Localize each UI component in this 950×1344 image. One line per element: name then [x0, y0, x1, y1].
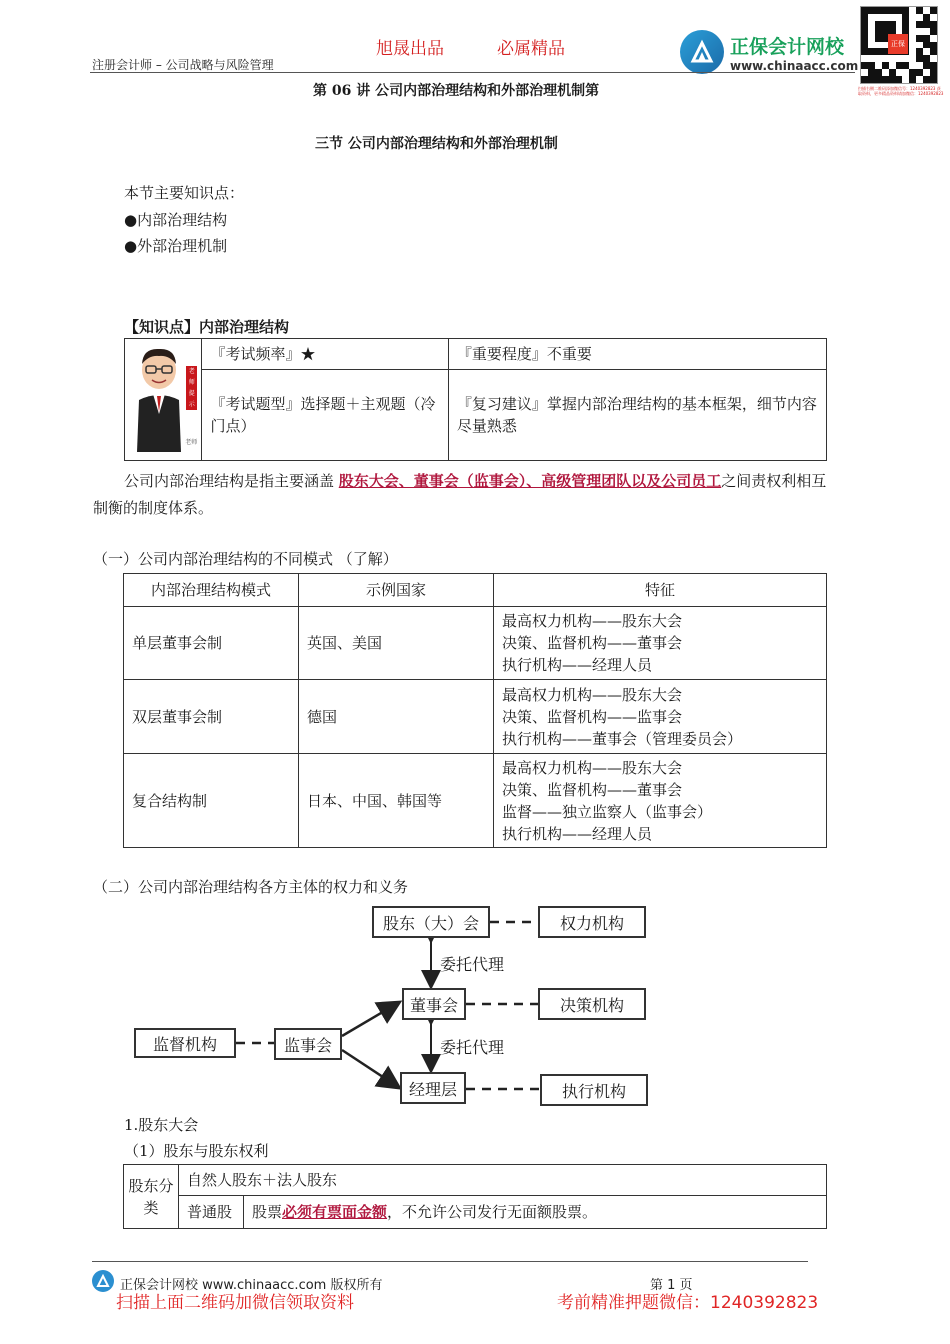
shareholders-heading: 1.股东大会: [124, 1116, 199, 1134]
intro-heading: 本节主要知识点：: [124, 184, 245, 202]
shareholder-types-table: [123, 1164, 827, 1229]
entrust-label: 委托代理: [440, 955, 505, 974]
board-box: 董事会: [402, 988, 466, 1020]
rule-text: ，不允许公司发行无面额股票。: [387, 1203, 598, 1221]
exam-question-type: 『考试题型』选择题＋主观题（冷门点）: [202, 370, 448, 461]
logo-url: www.chinaacc.com: [730, 58, 859, 73]
qr-badge: 正保: [888, 34, 908, 54]
managers-box: 经理层: [400, 1072, 466, 1104]
knowledge-point-title: 【知识点】内部治理结构: [124, 318, 290, 336]
rule-highlight: 必须有票面金额: [282, 1203, 388, 1221]
shareholders-subheading: （1）股东与股东权利: [124, 1142, 269, 1160]
entrust-label: 委托代理: [440, 1038, 505, 1057]
feature-line: 执行机构——董事会（管理委员会）: [502, 729, 743, 748]
feature-line: 监督——独立监察人（监事会）: [502, 802, 713, 821]
footer-page-number: 第 1 页: [650, 1278, 693, 1293]
shareholder-types: 自然人股东＋法人股东: [179, 1165, 827, 1196]
shareholders-box: 股东（大）会: [372, 906, 490, 938]
mode-name: 双层董事会制: [124, 680, 299, 754]
feature-line: 执行机构——经理人员: [502, 656, 653, 674]
mode-name: 复合结构制: [124, 754, 299, 848]
supervision-org-box: 监督机构: [134, 1028, 236, 1058]
supervision-arrow-board: [342, 1003, 398, 1036]
decision-org-box: 决策机构: [538, 988, 646, 1020]
supervisors-box: 监事会: [274, 1028, 342, 1060]
common-stock-rule: [244, 1196, 827, 1229]
shareholder-category-label: 股东分类: [124, 1165, 179, 1229]
qr-note: 扫描右侧二维码添加微信号：1240392823 获取资料，更多精品资料请加微信：1240392823: [858, 86, 944, 96]
table-header: 特征: [494, 574, 827, 607]
rights-heading: （二）公司内部治理结构各方主体的权力和义务: [93, 878, 409, 896]
intro-bullet: ●内部治理结构: [124, 211, 228, 229]
lecture-title: 第 06 讲 公司内部治理结构和外部治理机制第: [313, 83, 600, 99]
rule-text: 股票: [252, 1203, 283, 1221]
feature-line: 决策、监督机构——董事会: [502, 634, 683, 652]
footer-logo-icon: [92, 1270, 114, 1292]
footer-promo-left: 扫描上面二维码加微信领取资料: [116, 1293, 354, 1313]
feature-line: 最高权力机构——股东大会: [502, 685, 683, 704]
exam-frequency: 『考试频率』★: [202, 339, 448, 370]
promo-left: 旭晟出品: [376, 39, 444, 59]
execution-org-box: 执行机构: [540, 1074, 648, 1106]
footer-divider: [92, 1261, 808, 1262]
mode-countries: 德国: [299, 680, 494, 754]
footer-copyright: 正保会计网校 www.chinaacc.com 版权所有: [120, 1278, 383, 1293]
review-advice: 『复习建议』掌握内部治理结构的基本框架，细节内容尽量熟悉: [448, 370, 826, 461]
table-header: 内部治理结构模式: [124, 574, 299, 607]
mode-countries: 英国、美国: [299, 607, 494, 680]
feature-line: 决策、监督机构——董事会: [502, 780, 683, 799]
power-org-box: 权力机构: [538, 906, 646, 938]
supervision-arrow-managers: [342, 1050, 398, 1087]
course-name: 注册会计师 – 公司战略与风险管理: [92, 58, 274, 72]
definition-highlight: 股东大会、董事会（监事会）、高级管理团队以及公司员工: [338, 472, 722, 490]
logo-name: 正保会计网校: [730, 35, 845, 58]
promo-right: 必属精品: [497, 39, 565, 59]
teacher-caption: 老师: [185, 438, 198, 446]
feature-line: 最高权力机构——股东大会: [502, 758, 683, 777]
definition-text: 之间责权利相互制衡的制度体系。: [93, 472, 827, 517]
teacher-badge: 老师提示: [186, 366, 197, 410]
importance: 『重要程度』不重要: [448, 339, 826, 370]
modes-heading: （一）公司内部治理结构的不同模式 （了解）: [93, 550, 398, 568]
footer-promo-right: 考前精准押题微信：1240392823: [557, 1293, 819, 1313]
definition-text: 公司内部治理结构是指主要涵盖: [124, 472, 339, 490]
section-title: 三节 公司内部治理结构和外部治理机制: [315, 136, 558, 152]
mode-countries: 日本、中国、韩国等: [299, 754, 494, 848]
common-stock-label: 普通股: [179, 1196, 244, 1229]
mode-name: 单层董事会制: [124, 607, 299, 680]
feature-line: 执行机构——经理人员: [502, 824, 653, 843]
feature-line: 最高权力机构——股东大会: [502, 612, 683, 630]
intro-bullet: ●外部治理机制: [124, 237, 228, 255]
table-header: 示例国家: [299, 574, 494, 607]
feature-line: 决策、监督机构——监事会: [502, 707, 683, 726]
